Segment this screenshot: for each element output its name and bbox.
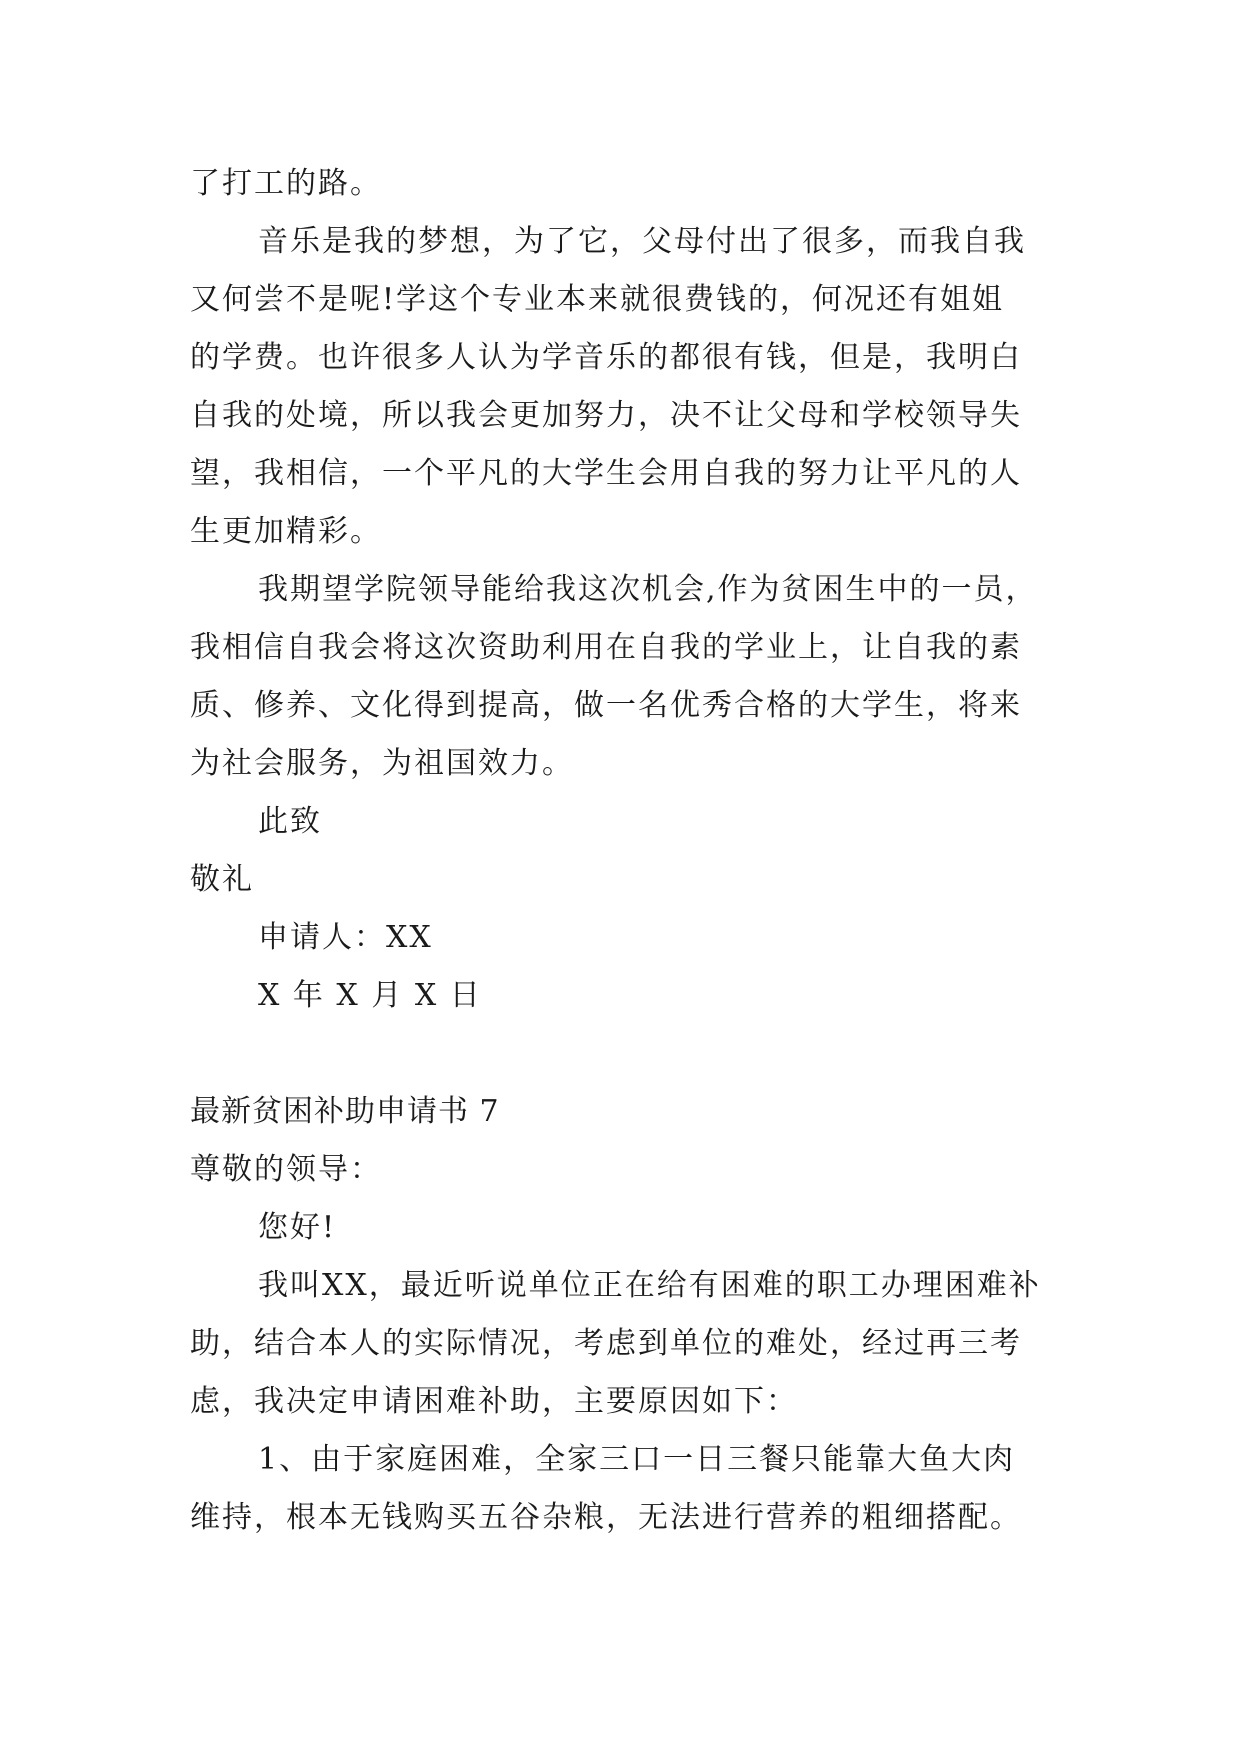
text-line: 我相信自我会将这次资助利用在自我的学业上，让自我的素 bbox=[190, 630, 1022, 665]
closing-salutation: 此致 bbox=[258, 804, 322, 839]
paragraph-line: 音乐是我的梦想，为了它，父母付出了很多，而我自我 bbox=[258, 224, 1026, 259]
closing-respect: 敬礼 bbox=[190, 862, 254, 897]
paragraph-line: 我期望学院领导能给我这次机会,作为贫困生中的一员， bbox=[258, 572, 1038, 607]
letter-greeting: 尊敬的领导： bbox=[190, 1152, 382, 1187]
text-line: 生更加精彩。 bbox=[190, 514, 382, 549]
text-line: 自我的处境，所以我会更加努力，决不让父母和学校领导失 bbox=[190, 398, 1022, 433]
text-line: 虑，我决定申请困难补助，主要原因如下： bbox=[190, 1384, 798, 1419]
applicant-signature: 申请人：XX bbox=[258, 920, 433, 955]
text-line: 维持，根本无钱购买五谷杂粮，无法进行营养的粗细搭配。 bbox=[190, 1500, 1022, 1535]
signature-date: X 年 X 月 X 日 bbox=[258, 978, 482, 1013]
text-line: 质、修养、文化得到提高，做一名优秀合格的大学生，将来 bbox=[190, 688, 1022, 723]
text-line: 了打工的路。 bbox=[190, 166, 382, 201]
text-line: 为社会服务，为祖国效力。 bbox=[190, 746, 574, 781]
text-line: 又何尝不是呢!学这个专业本来就很费钱的，何况还有姐姐 bbox=[190, 282, 1005, 317]
paragraph-line: 1、由于家庭困难，全家三口一日三餐只能靠大鱼大肉 bbox=[258, 1442, 1016, 1477]
text-line: 助，结合本人的实际情况，考虑到单位的难处，经过再三考 bbox=[190, 1326, 1022, 1361]
letter-hello: 您好! bbox=[258, 1210, 337, 1245]
text-line: 望，我相信，一个平凡的大学生会用自我的努力让平凡的人 bbox=[190, 456, 1022, 491]
section-title: 最新贫困补助申请书 7 bbox=[190, 1094, 500, 1129]
text-line: 的学费。也许很多人认为学音乐的都很有钱，但是，我明白 bbox=[190, 340, 1022, 375]
paragraph-line: 我叫XX，最近听说单位正在给有困难的职工办理困难补 bbox=[258, 1268, 1041, 1303]
